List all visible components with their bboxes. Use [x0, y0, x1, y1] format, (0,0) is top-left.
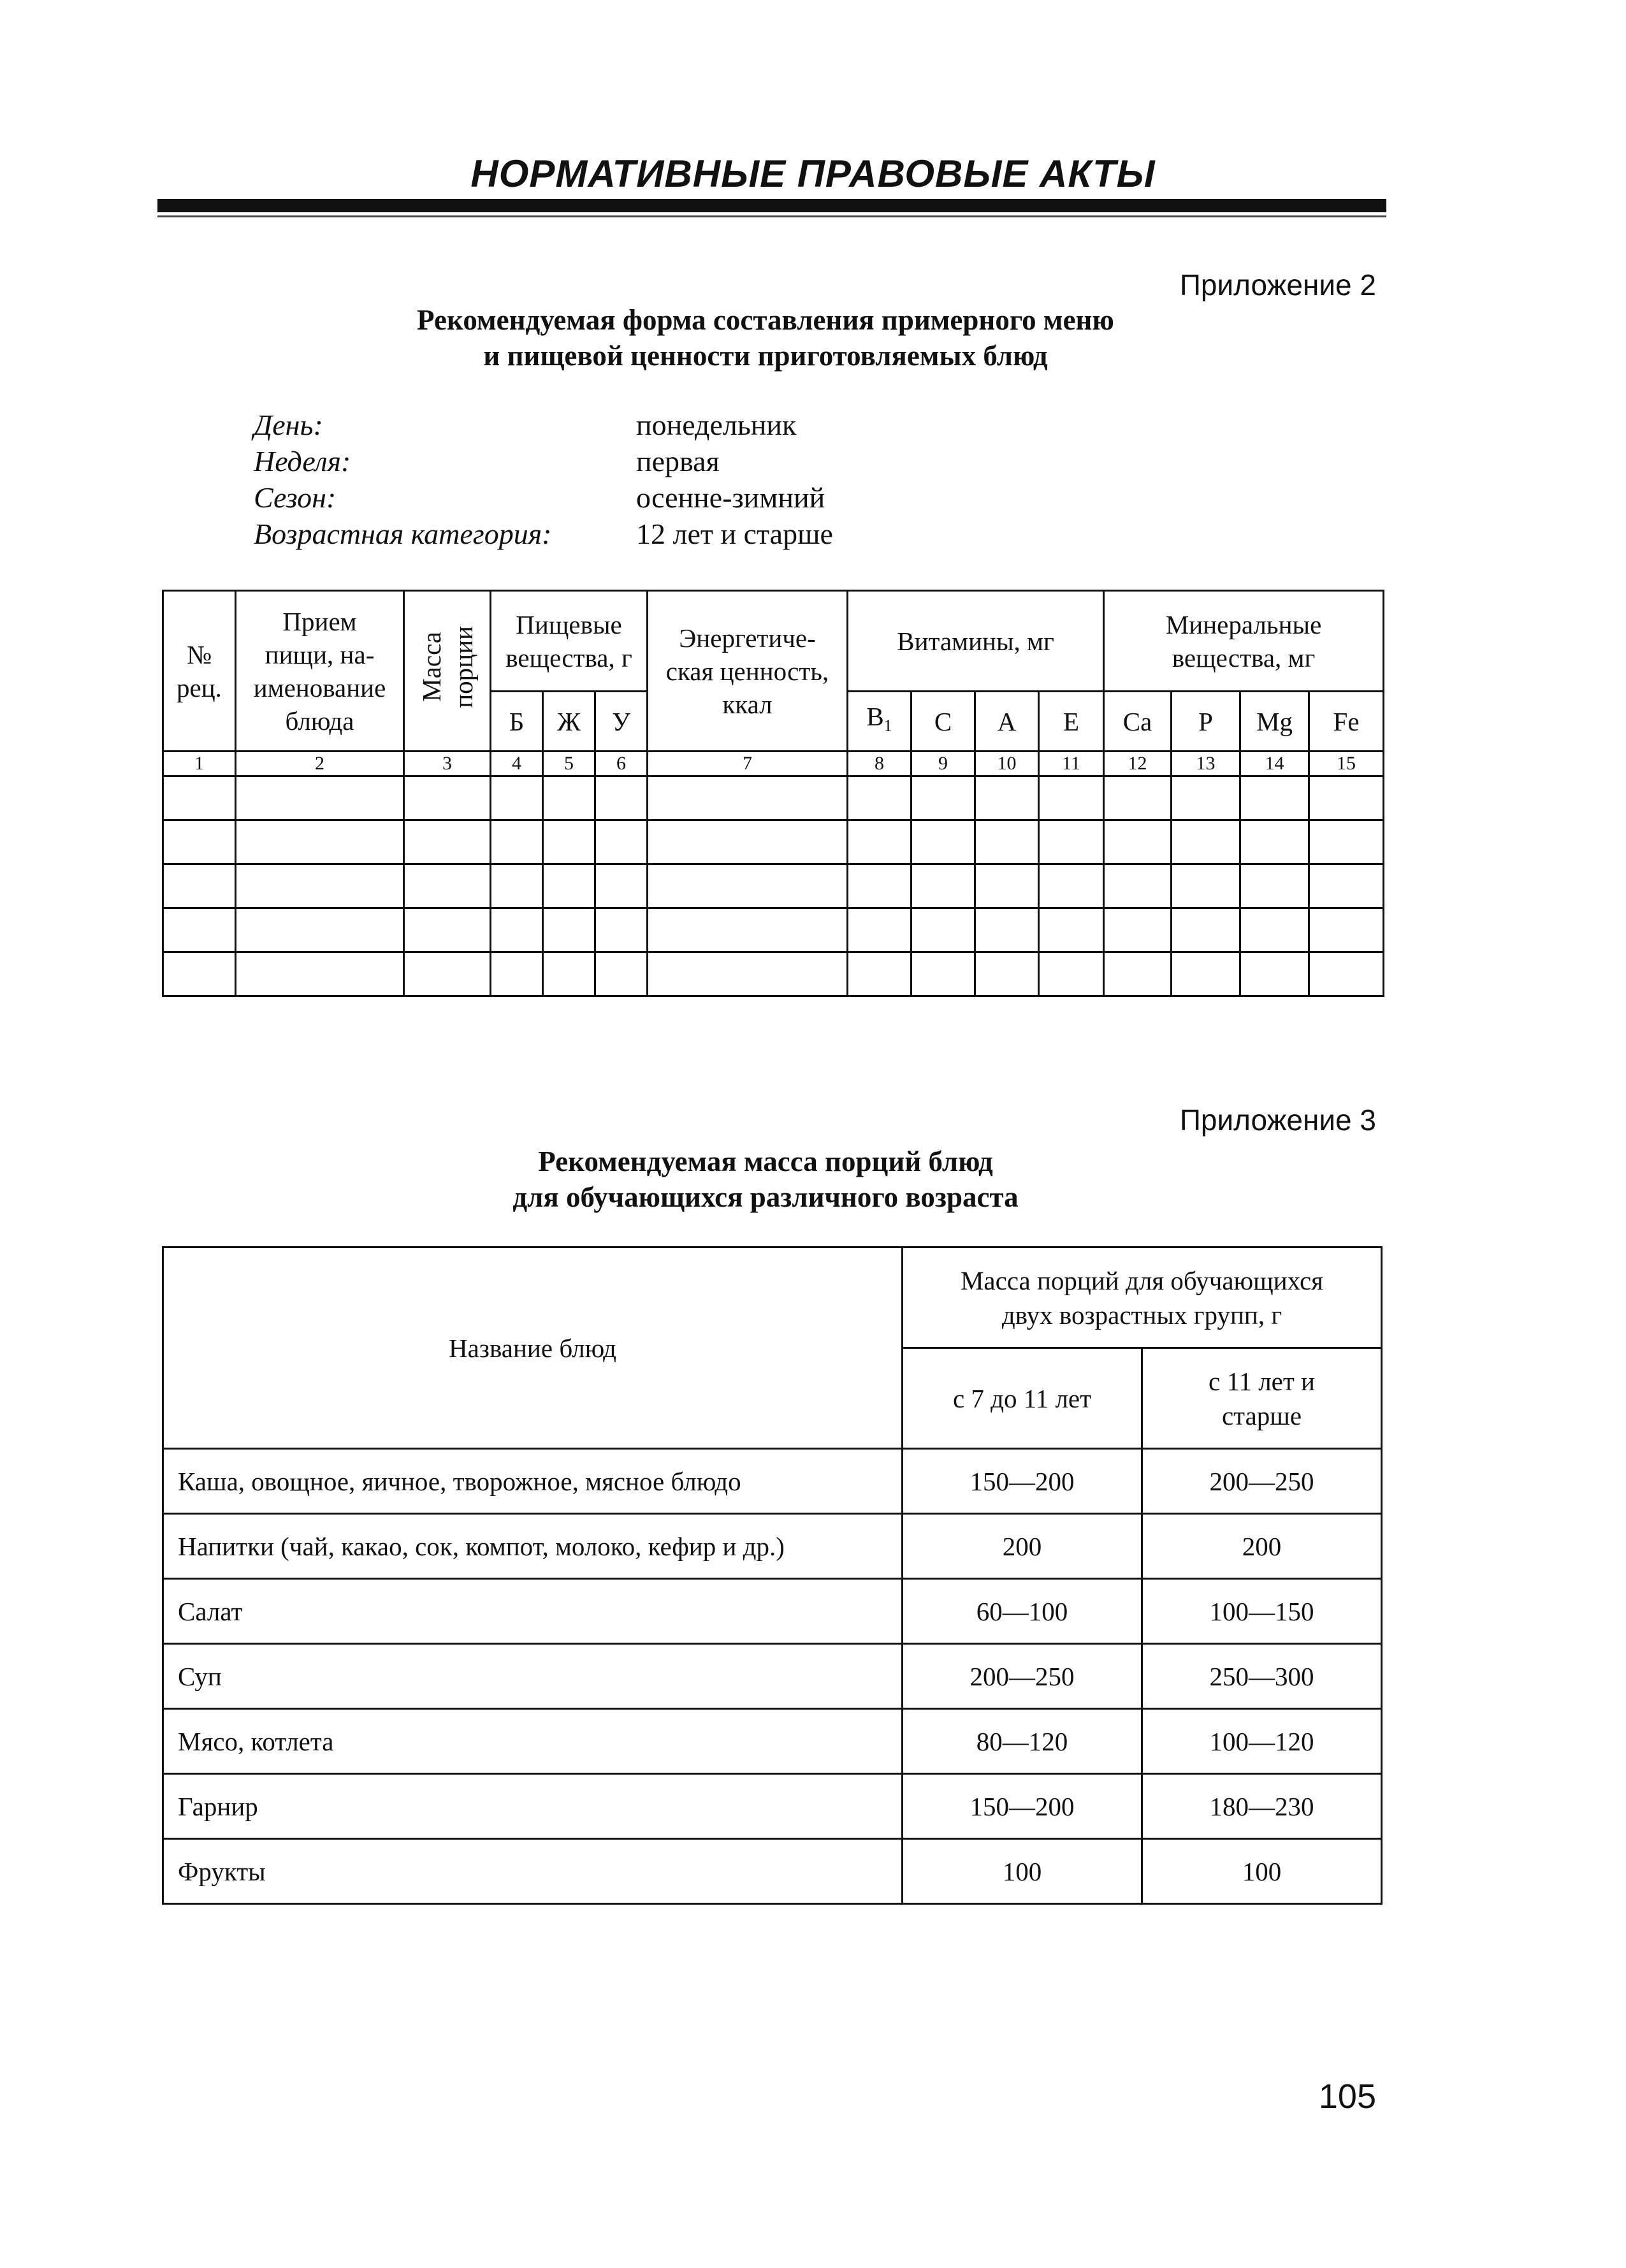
page-number: 105: [1318, 2077, 1376, 2116]
column-number-row: [163, 752, 1384, 776]
meta-week-key: Неделя:: [254, 445, 351, 477]
header-minerals-group: Минеральные вещества, мг: [1104, 591, 1384, 692]
table-row: [163, 1514, 1382, 1579]
column-number: 4: [491, 752, 543, 776]
header-protein: Б: [491, 692, 543, 752]
column-number: 13: [1172, 752, 1240, 776]
column-number: 15: [1309, 752, 1384, 776]
column-number: 9: [911, 752, 975, 776]
portion-age-7-11: 80—120: [903, 1709, 1142, 1774]
portion-age-7-11: 150—200: [903, 1774, 1142, 1839]
table-row: [163, 1709, 1382, 1774]
portion-age-11-plus: 200—250: [1142, 1449, 1382, 1514]
blank-row: [163, 776, 1384, 820]
header-mineral-mg: Mg: [1240, 692, 1309, 752]
appendix-2-title: [0, 302, 1531, 374]
meta-age-value: 12 лет и старше: [636, 518, 833, 550]
header-carbs: У: [595, 692, 648, 752]
meta-day-key: День:: [254, 409, 323, 441]
portion-age-7-11: 100: [903, 1839, 1142, 1904]
portion-age-11-plus: 100: [1142, 1839, 1382, 1904]
header-fat: Ж: [543, 692, 595, 752]
appendix-3-label: Приложение 3: [1179, 1103, 1376, 1137]
meta-day-value: понедельник: [636, 409, 797, 441]
dish-name: Гарнир: [163, 1774, 903, 1839]
appendix-2-label: Приложение 2: [1179, 268, 1376, 302]
appendix-3-title-line-2: для обучающихся различного возраста: [512, 1181, 1019, 1213]
column-number: 10: [975, 752, 1039, 776]
table-row: [163, 1449, 1382, 1514]
header-vitamin-e: E: [1039, 692, 1104, 752]
dish-name: Напитки (чай, какао, сок, компот, молоко, кефир и др.): [163, 1514, 903, 1579]
blank-row: [163, 908, 1384, 952]
column-number: 12: [1104, 752, 1172, 776]
appendix-3-title: [0, 1144, 1531, 1215]
table-row: [163, 1839, 1382, 1904]
dish-name: Суп: [163, 1644, 903, 1709]
dish-name: Салат: [163, 1579, 903, 1644]
portion-age-11-plus: 180—230: [1142, 1774, 1382, 1839]
header-meal-name: Прием пищи, на- именование блюда: [236, 591, 404, 752]
header-dish-name: Название блюд: [163, 1247, 903, 1449]
dish-name: Мясо, котлета: [163, 1709, 903, 1774]
blank-row: [163, 820, 1384, 864]
header-portion-group: Масса порций для обучающихся двух возрастных групп, г: [903, 1247, 1382, 1348]
header-rule-thin: [157, 215, 1386, 217]
header-portion-mass: Масса порции: [404, 591, 491, 752]
column-number: 2: [236, 752, 404, 776]
column-number: 1: [163, 752, 236, 776]
header-rule-thick: [157, 199, 1386, 212]
meta-season-value: осенне-зимний: [636, 481, 825, 514]
column-number: 7: [648, 752, 848, 776]
portion-age-7-11: 200—250: [903, 1644, 1142, 1709]
portion-age-11-plus: 100—120: [1142, 1709, 1382, 1774]
appendix-2-title-line-2: и пищевой ценности приготовляемых блюд: [483, 340, 1048, 372]
column-number: 8: [848, 752, 911, 776]
header-vitamins-group: Витамины, мг: [848, 591, 1104, 692]
appendix-3-title-line-1: Рекомендуемая масса порций блюд: [538, 1145, 993, 1177]
table-row: [163, 1644, 1382, 1709]
portion-age-7-11: 150—200: [903, 1449, 1142, 1514]
blank-row: [163, 952, 1384, 996]
header-mineral-fe: Fe: [1309, 692, 1384, 752]
menu-form-table: [162, 590, 1384, 997]
portion-age-11-plus: 250—300: [1142, 1644, 1382, 1709]
meta-season-key: Сезон:: [254, 481, 337, 514]
column-number: 11: [1039, 752, 1104, 776]
dish-name: Каша, овощное, яичное, творожное, мясное блюдо: [163, 1449, 903, 1514]
header-nutrients-group: Пищевые вещества, г: [491, 591, 648, 692]
column-number: 3: [404, 752, 491, 776]
portion-age-11-plus: 100—150: [1142, 1579, 1382, 1644]
portion-age-7-11: 60—100: [903, 1579, 1142, 1644]
header-mineral-p: P: [1172, 692, 1240, 752]
column-number: 6: [595, 752, 648, 776]
header-vitamin-b1: $B_1$: [848, 692, 911, 752]
portion-age-7-11: 200: [903, 1514, 1142, 1579]
meta-week-value: первая: [636, 445, 720, 477]
column-number: 14: [1240, 752, 1309, 776]
table-row: [163, 1579, 1382, 1644]
header-recipe-no: № рец.: [163, 591, 236, 752]
header-age-7-11: с 7 до 11 лет: [903, 1348, 1142, 1449]
dish-name: Фрукты: [163, 1839, 903, 1904]
portion-age-11-plus: 200: [1142, 1514, 1382, 1579]
header-vitamin-c: C: [911, 692, 975, 752]
running-header-title: НОРМАТИВНЫЕ ПРАВОВЫЕ АКТЫ: [470, 152, 1156, 195]
portion-mass-table: [162, 1246, 1383, 1905]
meta-age-key: Возрастная категория:: [254, 518, 552, 550]
header-vitamin-a: A: [975, 692, 1039, 752]
blank-row: [163, 864, 1384, 908]
header-age-11-plus: с 11 лет и старше: [1142, 1348, 1382, 1449]
header-energy-value: Энергетиче- ская ценность, ккал: [648, 591, 848, 752]
column-number: 5: [543, 752, 595, 776]
table-row: [163, 1774, 1382, 1839]
header-mineral-ca: Ca: [1104, 692, 1172, 752]
appendix-2-title-line-1: Рекомендуемая форма составления примерного меню: [417, 304, 1114, 336]
